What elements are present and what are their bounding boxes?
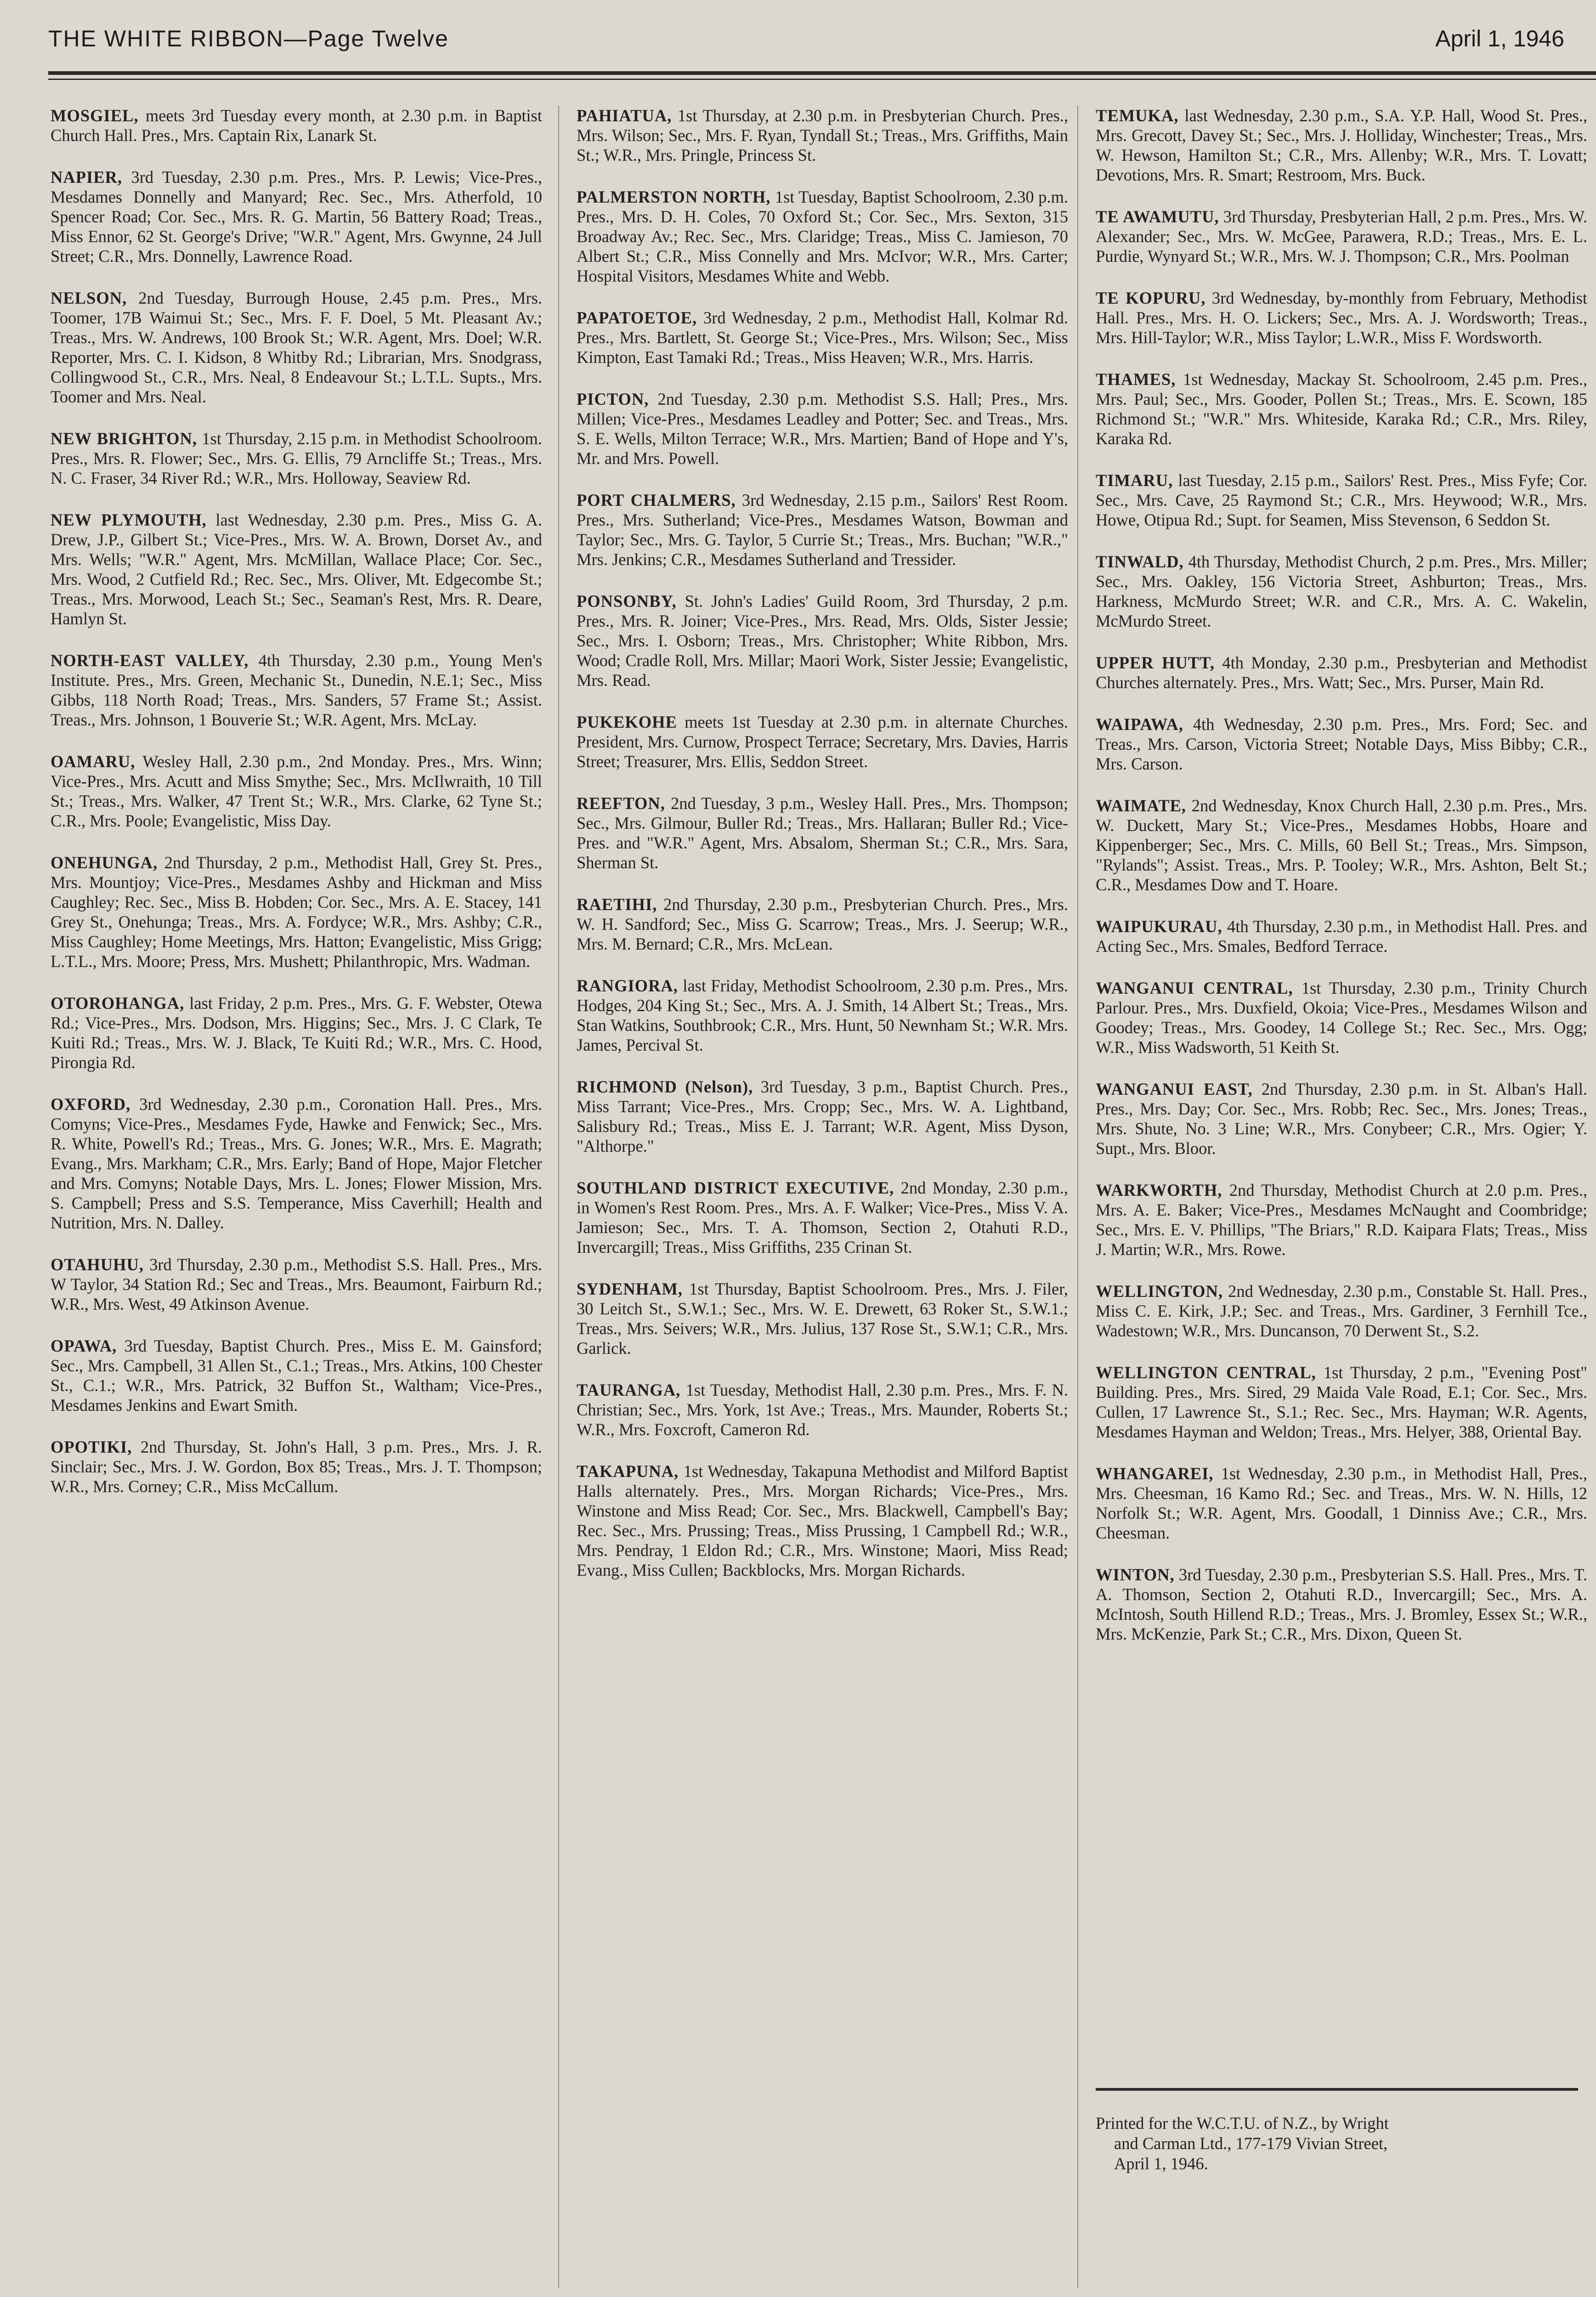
branch-name: UPPER HUTT,: [1096, 653, 1215, 672]
printer-imprint: [1096, 2113, 1569, 2174]
branch-name: OPAWA,: [51, 1336, 117, 1355]
branch-entry: [577, 187, 1068, 286]
branch-entry: [1096, 978, 1587, 1057]
branch-name: TIMARU,: [1096, 471, 1173, 490]
branch-details: 3rd Wednesday, 2.30 p.m., Coronation Hall. Pres., Mrs. Comyns; Vice-Pres., Mesdames Fyde, Hawke and Fenwick; Sec., Mrs. R. White, Powell's Rd.; Treas., Mrs. G. Jones; W.R., Mrs. E. Magrath; Evang., Mrs. Markham; C.R., Mrs. Early; Band of Hope, Major Fletcher and Mrs. Comyns; Notable Days, Mrs. L. Jones; Flower Mission, Mrs. S. Campbell; Press and S.S. Temperance, Miss Caverhill; Health and Nutrition, Mrs. N. Dalley.: [51, 1095, 542, 1232]
branch-entry: [577, 1380, 1068, 1439]
branch-name: PUKEKOHE: [577, 713, 677, 731]
branch-name: OPOTIKI,: [51, 1437, 132, 1456]
branch-entry: [1096, 653, 1587, 692]
branch-entry: [577, 1178, 1068, 1257]
branch-name: RAETIHI,: [577, 895, 657, 914]
branch-details: meets 3rd Tuesday every month, at 2.30 p.m. in Baptist Church Hall. Pres., Mrs. Captain Rix, Lanark St.: [51, 106, 543, 145]
header-rule-thick: [48, 71, 1596, 75]
branch-details: last Friday, 2 p.m. Pres., Mrs. G. F. Webster, Otewa Rd.; Vice-Pres., Mrs. Dodson, Mrs. Higgins; Sec., Mrs. J. C Clark, Te Kuiti Rd.; Treas., Mrs. W. J. Black, Te Kuiti Rd.; W.R., Mrs. C. Hood, Pirongia Rd.: [51, 994, 542, 1072]
branch-details: 1st Thursday, 2.15 p.m. in Methodist Schoolroom. Pres., Mrs. R. Flower; Sec., Mrs. G. Ellis, 79 Arncliffe St.; Treas., Mrs. N. C. Fraser, 34 River Rd.; W.R., Mrs. Holloway, Seaview Rd.: [51, 429, 543, 487]
branch-entry: [1096, 470, 1587, 530]
branch-name: SYDENHAM,: [577, 1279, 683, 1298]
branch-entry: [577, 106, 1068, 165]
branch-details: 3rd Wednesday, 2 p.m., Methodist Hall, Kolmar Rd. Pres., Mrs. Bartlett, St. George St.; Vice-Pres., Mrs. Wilson; Sec., Miss Kimpton, East Tamaki Rd.; Treas., Miss Heaven; W.R., Mrs. Harris.: [577, 308, 1068, 367]
branch-name: OAMARU,: [51, 752, 136, 771]
branch-entry: [51, 993, 542, 1072]
header-rule-thin: [48, 79, 1596, 80]
branch-name: WANGANUI EAST,: [1096, 1080, 1253, 1098]
branch-name: NEW BRIGHTON,: [51, 429, 198, 448]
branch-name: TE AWAMUTU,: [1096, 207, 1219, 226]
branch-entry: [577, 1077, 1068, 1156]
branch-name: WAIMATE,: [1096, 796, 1186, 815]
branch-entry: [1096, 106, 1587, 185]
branch-name: REEFTON,: [577, 794, 665, 813]
branch-name: TAURANGA,: [577, 1380, 681, 1399]
branch-details: 2nd Monday, 2.30 p.m., in Women's Rest Room. Pres., Mrs. A. F. Walker; Vice-Pres., Miss V. A. Jamieson; Sec., Mrs. T. A. Thomson, Section 2, Otahuti R.D., Invercargill; Treas., Miss Griffiths, 235 Crinan St.: [577, 1178, 1068, 1256]
branch-name: WARKWORTH,: [1096, 1181, 1222, 1199]
page-date: April 1, 1946: [1435, 26, 1564, 51]
branch-entry: [51, 510, 542, 628]
branch-entry: [1096, 1464, 1587, 1543]
footer-rule: [1096, 2088, 1578, 2091]
branch-name: MOSGIEL,: [51, 106, 139, 125]
branch-name: PONSONBY,: [577, 592, 677, 611]
branch-entry: [1096, 288, 1587, 347]
branch-details: last Wednesday, 2.30 p.m., S.A. Y.P. Hall, Wood St. Pres., Mrs. Grecott, Davey St.; Sec., Mrs. J. Holliday, Winchester; Treas., Mrs. W. Hewson, Hamilton St.; C.R., Mrs. Allenby; W.R., Mrs. T. Lovatt; Devotions, Mrs. R. Smart; Restroom, Mrs. Buck.: [1096, 106, 1587, 184]
branch-details: 2nd Tuesday, 3 p.m., Wesley Hall. Pres., Mrs. Thompson; Sec., Mrs. Gilmour, Buller Rd.; Treas., Mrs. Hallaran; Buller Rd.; Vice-Pres. and "W.R." Agent, Mrs. Absalom, Sherman St.; C.R., Mrs. Sara, Sherman St.: [577, 794, 1068, 872]
branch-details: 4th Thursday, Methodist Church, 2 p.m. Pres., Mrs. Miller; Sec., Mrs. Oakley, 156 Victoria Street, Ashburton; Treas., Mrs. Harkness, McMurdo Street; W.R. and C.R., Mrs. A. C. Wakelin, McMurdo Street.: [1096, 552, 1587, 630]
column-2: [577, 106, 1068, 1602]
branch-entry: [51, 106, 542, 145]
branch-entry: [1096, 1180, 1587, 1259]
branch-details: 1st Wednesday, 2.30 p.m., in Methodist Hall, Pres., Mrs. Cheesman, 16 Kamo Rd.; Sec. and Treas., Mrs. W. N. Hills, 12 Norfolk St.; W.R. Agent, Mrs. Goodall, 1 Dinniss Ave.; C.R., Mrs. Cheesman.: [1096, 1464, 1588, 1542]
column-divider: [558, 106, 559, 2288]
branch-details: 3rd Tuesday, Baptist Church. Pres., Miss E. M. Gainsford; Sec., Mrs. Campbell, 31 Allen St., C.1.; Treas., Mrs. Atkins, 100 Chester St., C.1.; W.R., Mrs. Patrick, 32 Buffon St., Waltham; Vice-Pres., Mesdames Jenkins and Ewart Smith.: [51, 1336, 543, 1414]
branch-entry: [1096, 796, 1587, 894]
branch-details: 3rd Tuesday, 2.30 p.m., Presbyterian S.S. Hall. Pres., Mrs. T. A. Thomson, Section 2, Otahuti R.D., Invercargill; Sec., Mrs. A. McIntosh, South Hillend R.D.; Treas., Mrs. J. Bromley, Essex St.; W.R., Mrs. McKenzie, Park St.; C.R., Mrs. Dixon, Queen St.: [1096, 1565, 1588, 1643]
branch-entry: [1096, 552, 1587, 631]
branch-name: OXFORD,: [51, 1095, 131, 1114]
branch-entry: [577, 894, 1068, 954]
branch-name: TINWALD,: [1096, 552, 1184, 571]
branch-name: NELSON,: [51, 289, 127, 307]
branch-name: TAKAPUNA,: [577, 1462, 679, 1481]
branch-entry: [51, 429, 542, 488]
branch-name: WANGANUI CENTRAL,: [1096, 979, 1293, 997]
column-1: [51, 106, 542, 1518]
branch-details: 3rd Tuesday, 3 p.m., Baptist Church. Pres., Miss Tarrant; Vice-Pres., Mrs. Cropp; Sec., Mrs. W. A. Lightband, Salisbury Rd.; Treas., Miss E. J. Tarrant; W.R. Agent, Miss Dyson, "Althorpe.": [577, 1077, 1068, 1155]
branch-entry: [577, 308, 1068, 367]
branch-name: TEMUKA,: [1096, 106, 1179, 125]
branch-details: last Wednesday, 2.30 p.m. Pres., Miss G. A. Drew, J.P., Gilbert St.; Vice-Pres., Mrs. W. A. Brown, Dorset Av., and Mrs. Wells; "W.R." Agent, Mrs. McMillan, Wallace Place; Cor. Sec., Mrs. Wood, 2 Cutfield Rd.; Rec. Sec., Mrs. Oliver, Mt. Edgecombe St.; Treas., Mrs. Morwood, Leach St.; Sec., Seaman's Rest, Mrs. R. Deare, Hamlyn St.: [51, 510, 542, 628]
branch-details: 2nd Thursday, Methodist Church at 2.0 p.m. Pres., Mrs. A. E. Baker; Vice-Pres., Mesdames McNaught and Coombridge; Sec., Mrs. E. V. Phillips, "The Briars," R.D. Kaipara Flats; Treas., Miss J. Martin; W.R., Mrs. Rowe.: [1096, 1181, 1588, 1259]
branch-entry: [577, 490, 1068, 569]
branch-details: 3rd Wednesday, by-monthly from February, Methodist Hall. Pres., Mrs. H. O. Lickers; Sec., Mrs. A. J. Wordsworth; Treas., Mrs. Hill-Taylor; W.R., Miss Taylor; L.W.R., Miss F. Wordsworth.: [1096, 289, 1587, 347]
branch-entry: [1096, 714, 1587, 774]
branch-entry: [51, 1437, 542, 1496]
branch-name: PICTON,: [577, 390, 649, 408]
branch-details: 4th Thursday, 2.30 p.m., Young Men's Institute. Pres., Mrs. Green, Mechanic St., Dunedin, N.E.1; Sec., Miss Gibbs, 118 North Road; Treas., Mrs. Sanders, 57 Frame St.; Assist. Treas., Mrs. Johnson, 1 Bouverie St.; W.R. Agent, Mrs. McLay.: [51, 651, 542, 729]
branch-entry: [1096, 1363, 1587, 1442]
branch-entry: [51, 1255, 542, 1314]
branch-details: 2nd Wednesday, 2.30 p.m., Constable St. Hall. Pres., Miss C. E. Kirk, J.P.; Sec. and Treas., Mrs. Gardiner, 3 Fernhill Tce., Wadestown; W.R., Mrs. Duncanson, 70 Derwent St., S.2.: [1096, 1282, 1587, 1340]
branch-name: NORTH-EAST VALLEY,: [51, 651, 249, 670]
branch-name: WAIPAWA,: [1096, 715, 1183, 734]
branch-entry: [1096, 1565, 1587, 1644]
branch-details: 1st Thursday, Baptist Schoolroom. Pres., Mrs. J. Filer, 30 Leitch St., S.W.1.; Sec., Mrs. W. E. Drewett, 63 Roker St., S.W.1.; Treas., Mrs. Seivers; W.R., Mrs. Julius, 137 Rose St., S.W.1; C.R., Mrs. Garlick.: [577, 1279, 1069, 1358]
branch-details: 2nd Thursday, 2.30 p.m., Presbyterian Church. Pres., Mrs. W. H. Sandford; Sec., Miss G. Scarrow; Treas., Mrs. J. Seerup; W.R., Mrs. M. Bernard; C.R., Mrs. McLean.: [577, 895, 1068, 953]
branch-entry: [577, 712, 1068, 771]
branch-details: 1st Thursday, 2.30 p.m., Trinity Church Parlour. Pres., Mrs. Duxfield, Okoia; Vice-Pres., Mesdames Wilson and Goodey; Treas., Mrs. Goodey, 14 College St.; Rec. Sec., Mrs. Ogg; W.R., Miss Wadsworth, 51 Keith St.: [1096, 979, 1588, 1057]
branch-details: 3rd Wednesday, 2.15 p.m., Sailors' Rest Room. Pres., Mrs. Sutherland; Vice-Pres., Mesdames Watson, Bowman and Taylor; Sec., Mrs. G. Taylor, 5 Currie St.; Treas., Mrs. Buchan; "W.R.," Mrs. Jenkins; C.R., Mesdames Sutherland and Tressider.: [577, 491, 1069, 569]
branch-entry: [577, 976, 1068, 1055]
branch-name: PALMERSTON NORTH,: [577, 187, 771, 206]
branch-details: 3rd Thursday, 2.30 p.m., Methodist S.S. Hall. Pres., Mrs. W Taylor, 34 Station Rd.; Sec and Treas., Mrs. Beaumont, Fairburn Rd.; W.R., Mrs. West, 49 Atkinson Avenue.: [51, 1255, 542, 1313]
branch-name: ONEHUNGA,: [51, 853, 158, 872]
branch-name: NEW PLYMOUTH,: [51, 510, 207, 529]
branch-entry: [577, 1279, 1068, 1358]
branch-details: 1st Thursday, at 2.30 p.m. in Presbyterian Church. Pres., Mrs. Wilson; Sec., Mrs. F. Ryan, Tyndall St.; Treas., Mrs. Griffiths, Main St.; W.R., Mrs. Pringle, Princess St.: [577, 106, 1068, 164]
branch-details: 2nd Thursday, 2 p.m., Methodist Hall, Grey St. Pres., Mrs. Mountjoy; Vice-Pres., Mesdames Ashby and Hickman and Miss Caughley; Rec. Sec., Miss B. Hobden; Cor. Sec., Mrs. A. E. Stacey, 141 Grey St., Onehunga; Treas., Mrs. A. Fordyce; W.R., Mrs. Ashby; C.R., Miss Caughley; Home Meetings, Mrs. Hatton; Evangelistic, Miss Grigg; L.T.L., Mrs. Moore; Press, Mrs. Mushett; Philanthropic, Mrs. Wadman.: [51, 853, 542, 971]
column-divider: [1077, 106, 1078, 2288]
branch-name: PAPATOETOE,: [577, 308, 697, 327]
branch-entry: [577, 389, 1068, 468]
branch-details: 2nd Tuesday, Burrough House, 2.45 p.m. Pres., Mrs. Toomer, 17B Waimui St.; Sec., Mrs. F. F. Doel, 5 Mt. Pleasant Av.; Treas., Mrs. W. Andrews, 100 Brook St.; W.R. Agent, Mrs. Doel; W.R. Reporter, Mrs. C. I. Kidson, 8 Whitby Rd.; Librarian, Mrs. Snodgrass, Collingwood St., C.R., Mrs. Neal, 8 Endeavour St.; L.T.L. Supts., Mrs. Toomer and Mrs. Neal.: [51, 289, 542, 406]
branch-entry: [51, 853, 542, 971]
branch-entry: [577, 591, 1068, 690]
branch-details: last Friday, Methodist Schoolroom, 2.30 p.m. Pres., Mrs. Hodges, 204 King St.; Sec., Mrs. A. J. Smith, 14 Albert St.; Treas., Mrs. Stan Watkins, Southbrook; C.R., Mrs. Hunt, 50 Newnham St.; W.R. Mrs. James, Percival St.: [577, 976, 1068, 1054]
branch-name: TE KOPURU,: [1096, 289, 1206, 307]
branch-details: 2nd Wednesday, Knox Church Hall, 2.30 p.m. Pres., Mrs. W. Duckett, Mary St.; Vice-Pres., Mesdames Hobbs, Hoare and Kippenberger; Sec., Mrs. C. Mills, 60 Bell St.; Treas., Mrs. Simpson, "Rylands"; Assist. Treas., Mrs. P. Tooley; W.R., Mrs. Ashton, Belt St.; C.R., Mesdames Dow and T. Hoare.: [1096, 796, 1587, 894]
branch-details: 1st Wednesday, Takapuna Methodist and Milford Baptist Halls alternately. Pres., Mrs. Morgan Richards; Vice-Pres., Mrs. Winstone and Miss Read; Cor. Sec., Mrs. Blackwell, Campbell's Bay; Rec. Sec., Mrs. Prussing; Treas., Miss Prussing, 1 Campbell Rd.; W.R., Mrs. Pendray, 1 Eldon Rd.; C.R., Mrs. Winstone; Maori, Miss Read; Evang., Miss Cullen; Backblocks, Mrs. Morgan Richards.: [577, 1462, 1069, 1579]
branch-details: 1st Wednesday, Mackay St. Schoolroom, 2.45 p.m. Pres., Mrs. Paul; Sec., Mrs. Gooder, Pollen St.; Treas., Mrs. E. Scown, 185 Richmond St.; "W.R." Mrs. Whiteside, Karaka Rd.; C.R., Mrs. Riley, Karaka Rd.: [1096, 370, 1587, 448]
branch-name: THAMES,: [1096, 370, 1176, 389]
branch-details: Wesley Hall, 2.30 p.m., 2nd Monday. Pres., Mrs. Winn; Vice-Pres., Mrs. Acutt and Miss Smythe; Sec., Mrs. McIlwraith, 10 Till St.; Treas., Mrs. Walker, 47 Trent St.; W.R., Mrs. Clarke, 62 Tyne St.; C.R., Mrs. Poole; Evangelistic, Miss Day.: [51, 752, 543, 830]
branch-details: 3rd Tuesday, 2.30 p.m. Pres., Mrs. P. Lewis; Vice-Pres., Mesdames Donnelly and Manyard; Rec. Sec., Mrs. Atherfold, 10 Spencer Road; Cor. Sec., Mrs. R. G. Martin, 56 Battery Road; Treas., Miss Ennor, 62 St. George's Drive; "W.R." Agent, Mrs. Gwynne, 24 Jull Street; C.R., Mrs. Donnelly, Lawrence Road.: [51, 168, 543, 266]
branch-details: 4th Thursday, 2.30 p.m., in Methodist Hall. Pres. and Acting Sec., Mrs. Smales, Bedford Terrace.: [1096, 917, 1587, 956]
branch-details: 3rd Thursday, Presbyterian Hall, 2 p.m. Pres., Mrs. W. Alexander; Sec., Mrs. W. McGee, Parawera, R.D.; Treas., Mrs. E. L. Purdie, Wynyard St.; W.R., Mrs. W. J. Thompson; C.R., Mrs. Poolman: [1096, 207, 1587, 266]
branch-details: 4th Wednesday, 2.30 p.m. Pres., Mrs. Ford; Sec. and Treas., Mrs. Carson, Victoria Street; Notable Days, Miss Bibby; C.R., Mrs. Carson.: [1096, 715, 1588, 773]
branch-entry: [577, 1461, 1068, 1580]
branch-name: NAPIER,: [51, 168, 123, 187]
branch-entry: [1096, 369, 1587, 448]
branch-entry: [51, 1094, 542, 1233]
branch-name: OTAHUHU,: [51, 1255, 144, 1274]
branch-details: 4th Monday, 2.30 p.m., Presbyterian and Methodist Churches alternately. Pres., Mrs. Watt; Sec., Mrs. Purser, Main Rd.: [1096, 653, 1587, 692]
branch-name: WINTON,: [1096, 1565, 1175, 1584]
branch-name: WELLINGTON CENTRAL,: [1096, 1363, 1316, 1382]
branch-details: 1st Tuesday, Methodist Hall, 2.30 p.m. Pres., Mrs. F. N. Christian; Sec., Mrs. York, 1st Ave.; Treas., Mrs. Maunder, Roberts St.; W.R., Mrs. Foxcroft, Cameron Rd.: [577, 1380, 1069, 1439]
column-3: [1096, 106, 1587, 1666]
page-title: THE WHITE RIBBON—Page Twelve: [48, 26, 449, 51]
branch-entry: [51, 167, 542, 266]
imprint-line: April 1, 1946.: [1114, 2154, 1208, 2173]
branch-details: 2nd Tuesday, 2.30 p.m. Methodist S.S. Hall; Pres., Mrs. Millen; Vice-Pres., Mesdames Leadley and Potter; Sec. and Treas., Mrs. S. E. Wells, Milton Terrace; W.R., Mrs. Martien; Band of Hope and Y's, Mr. and Mrs. Powell.: [577, 390, 1069, 468]
branch-details: meets 1st Tuesday at 2.30 p.m. in alternate Churches. President, Mrs. Curnow, Prospect Terrace; Secretary, Mrs. Davies, Harris Street; Treasurer, Mrs. Ellis, Seddon Street.: [577, 713, 1068, 771]
branch-details: 1st Thursday, 2 p.m., "Evening Post" Building. Pres., Mrs. Sired, 29 Maida Vale Road, E.1; Cor. Sec., Mrs. Cullen, 17 Lawrence St., S.1.; Rec. Sec., Mrs. Hayman; W.R. Agents, Mesdames Hayman and Weldon; Treas., Mrs. Helyer, 388, Oriental Bay.: [1096, 1363, 1587, 1441]
branch-entry: [51, 651, 542, 730]
branch-entry: [1096, 1079, 1587, 1158]
branch-name: PAHIATUA,: [577, 106, 672, 125]
branch-details: last Tuesday, 2.15 p.m., Sailors' Rest. Pres., Miss Fyfe; Cor. Sec., Mrs. Cave, 25 Raymond St.; C.R., Mrs. Heywood; W.R., Mrs. Howe, Otipua Rd.; Supt. for Seamen, Miss Stevenson, 6 Seddon St.: [1096, 471, 1588, 529]
branch-entry: [1096, 1281, 1587, 1341]
branch-details: 2nd Thursday, St. John's Hall, 3 p.m. Pres., Mrs. J. R. Sinclair; Sec., Mrs. J. W. Gordon, Box 85; Treas., Mrs. J. T. Thompson; W.R., Mrs. Corney; C.R., Miss McCallum.: [51, 1437, 542, 1496]
imprint-line: and Carman Ltd., 177-179 Vivian Street,: [1114, 2134, 1388, 2153]
branch-name: WHANGAREI,: [1096, 1464, 1214, 1483]
branch-name: PORT CHALMERS,: [577, 491, 736, 509]
branch-name: WAIPUKURAU,: [1096, 917, 1222, 936]
branch-entry: [51, 1336, 542, 1415]
page-header: [48, 25, 1564, 67]
branch-entry: [1096, 207, 1587, 266]
branch-name: OTOROHANGA,: [51, 994, 185, 1013]
imprint-line: Printed for the W.C.T.U. of N.Z., by Wright: [1096, 2114, 1389, 2133]
branch-name: RANGIORA,: [577, 976, 678, 995]
branch-details: 2nd Thursday, 2.30 p.m. in St. Alban's Hall. Pres., Mrs. Day; Cor. Sec., Mrs. Robb; Rec. Sec., Mrs. Jones; Treas., Mrs. Shute, No. 3 Line; W.R., Mrs. Conybeer; C.R., Mrs. Ogier; Y. Supt., Mrs. Bloor.: [1096, 1080, 1588, 1158]
branch-details: 1st Tuesday, Baptist Schoolroom, 2.30 p.m. Pres., Mrs. D. H. Coles, 70 Oxford St.; Cor. Sec., Mrs. Sexton, 315 Broadway Av.; Rec. Sec., Mrs. Claridge; Treas., Miss C. Jamieson, 70 Albert St.; C.R., Miss Connelly and Mrs. McIvor; W.R., Mrs. Carter; Hospital Visitors, Mesdames White and Webb.: [577, 187, 1069, 285]
branch-entry: [51, 752, 542, 831]
branch-name: SOUTHLAND DISTRICT EXECUTIVE,: [577, 1178, 894, 1197]
branch-entry: [577, 793, 1068, 872]
branch-entry: [51, 288, 542, 407]
branch-name: RICHMOND (Nelson),: [577, 1077, 753, 1096]
branch-name: WELLINGTON,: [1096, 1282, 1223, 1301]
branch-entry: [1096, 917, 1587, 956]
branch-details: St. John's Ladies' Guild Room, 3rd Thursday, 2 p.m. Pres., Mrs. R. Joiner; Vice-Pres., Mrs. Read, Mrs. Olds, Sister Jessie; Sec., Mrs. I. Osborn; Treas., Mrs. Christopher; White Ribbon, Mrs. Wood; Cradle Roll, Mrs. Millar; Maori Work, Sister Jessie; Evangelistic, Mrs. Read.: [577, 592, 1068, 690]
